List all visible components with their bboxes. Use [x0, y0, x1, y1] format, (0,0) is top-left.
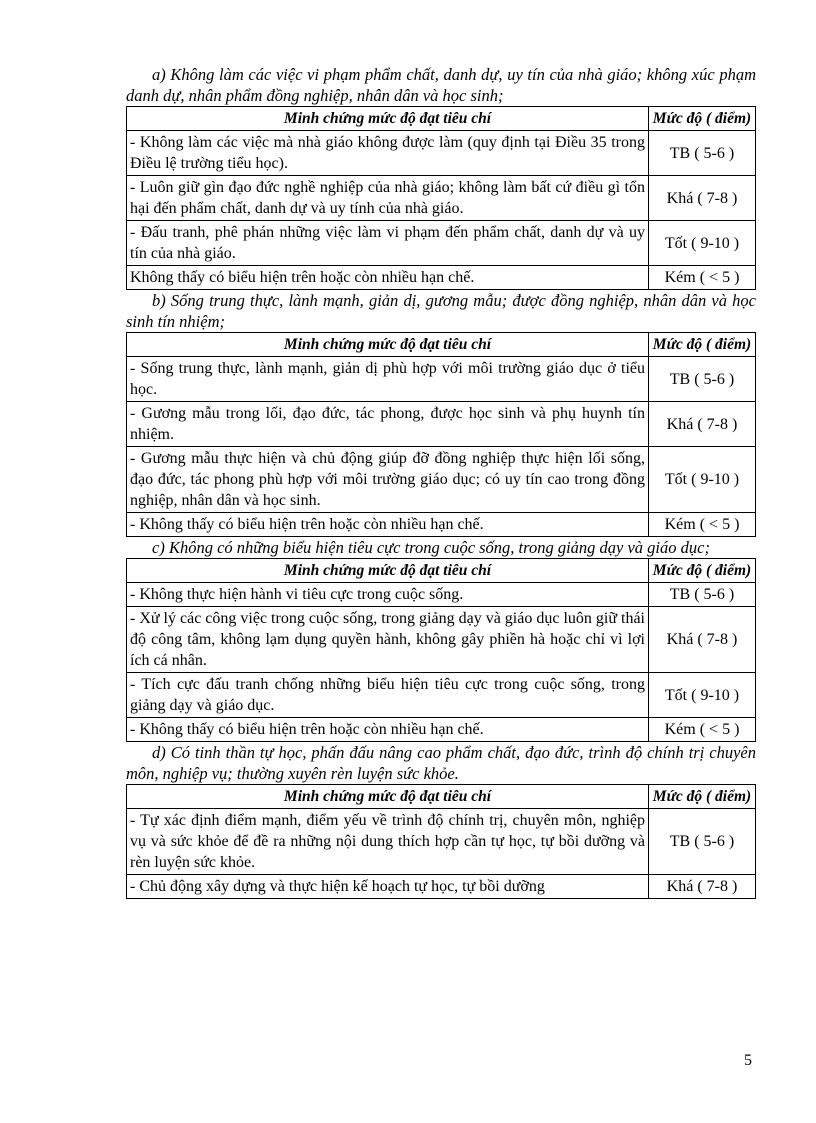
table-row — [127, 875, 756, 899]
row-level: Khá ( 7-8 ) — [649, 176, 756, 221]
section-b-intro: b) Sống trung thực, lành mạnh, giản dị, gương mẫu; được đồng nghiệp, nhân dân và học sinh tín nhiệm; — [126, 291, 756, 331]
row-text: - Sống trung thực, lành mạnh, giản dị phù hợp với môi trường giáo dục ở tiểu học. — [127, 357, 649, 402]
table-row — [127, 221, 756, 266]
section-c-intro: c) Không có những biểu hiện tiêu cực trong cuộc sống, trong giảng dạy và giáo dục; — [152, 538, 710, 557]
row-level: Kém ( < 5 ) — [649, 513, 756, 537]
row-text: - Tích cực đấu tranh chống những biểu hiện tiêu cực trong cuộc sống, trong giảng dạy và giáo dục. — [127, 673, 649, 718]
row-level: Tốt ( 9-10 ) — [649, 221, 756, 266]
row-text: - Chủ động xây dựng và thực hiện kế hoạch tự học, tự bồi dưỡng — [127, 875, 649, 899]
section-d-intro: d) Có tinh thần tự học, phấn đấu nâng cao phẩm chất, đạo đức, trình độ chính trị chuyên môn, nghiệp vụ; thường xuyên rèn luyện sức khỏe. — [126, 743, 756, 783]
table-header-row — [127, 333, 756, 357]
row-level: Kém ( < 5 ) — [649, 718, 756, 742]
header-level: Mức độ ( điểm) — [649, 107, 756, 131]
criteria-table-a — [126, 106, 756, 290]
row-text: - Không thấy có biểu hiện trên hoặc còn nhiều hạn chế. — [127, 718, 649, 742]
table-row — [127, 357, 756, 402]
row-text: - Xử lý các công việc trong cuộc sống, trong giảng dạy và giáo dục luôn giữ thái độ công tâm, không lạm dụng quyền hành, không gây phiền hà hoặc chỉ vì lợi ích cá nhân. — [127, 607, 649, 673]
section-a-intro: a) Không làm các việc vi phạm phẩm chất, danh dự, uy tín của nhà giáo; không xúc phạm danh dự, nhân phẩm đồng nghiệp, nhân dân và học sinh; — [126, 65, 756, 105]
table-row — [127, 131, 756, 176]
header-evidence: Minh chứng mức độ đạt tiêu chí — [127, 559, 649, 583]
row-level: Tốt ( 9-10 ) — [649, 447, 756, 513]
header-evidence: Minh chứng mức độ đạt tiêu chí — [127, 107, 649, 131]
row-level: Khá ( 7-8 ) — [649, 607, 756, 673]
row-text: - Không làm các việc mà nhà giáo không được làm (quy định tại Điều 35 trong Điều lệ trường tiểu học). — [127, 131, 649, 176]
table-header-row — [127, 785, 756, 809]
table-row — [127, 673, 756, 718]
table-row — [127, 402, 756, 447]
row-level: TB ( 5-6 ) — [649, 357, 756, 402]
row-text: - Luôn giữ gìn đạo đức nghề nghiệp của nhà giáo; không làm bất cứ điều gì tổn hại đến phẩm chất, danh dự và uy tính của nhà giáo. — [127, 176, 649, 221]
criteria-table-b — [126, 332, 756, 537]
header-level: Mức độ ( điểm) — [649, 333, 756, 357]
table-header-row — [127, 107, 756, 131]
row-level: Tốt ( 9-10 ) — [649, 673, 756, 718]
table-row — [127, 583, 756, 607]
header-level: Mức độ ( điểm) — [649, 785, 756, 809]
row-text: Không thấy có biểu hiện trên hoặc còn nhiều hạn chế. — [127, 266, 649, 290]
row-level: TB ( 5-6 ) — [649, 131, 756, 176]
row-level: TB ( 5-6 ) — [649, 583, 756, 607]
row-text: - Không thực hiện hành vi tiêu cực trong cuộc sống. — [127, 583, 649, 607]
criteria-table-c — [126, 558, 756, 742]
table-row — [127, 447, 756, 513]
table-header-row — [127, 559, 756, 583]
table-row — [127, 718, 756, 742]
row-level: Kém ( < 5 ) — [649, 266, 756, 290]
row-text: - Không thấy có biểu hiện trên hoặc còn nhiều hạn chế. — [127, 513, 649, 537]
row-level: TB ( 5-6 ) — [649, 809, 756, 875]
table-row — [127, 513, 756, 537]
table-row — [127, 266, 756, 290]
row-text: - Tự xác định điểm mạnh, điểm yếu về trình độ chính trị, chuyên môn, nghiệp vụ và sức khỏe để đề ra những nội dung thích hợp cần tự học, tự bồi dưỡng và rèn luyện sức khỏe. — [127, 809, 649, 875]
row-text: - Đấu tranh, phê phán những việc làm vi phạm đến phẩm chất, danh dự và uy tín của nhà giáo. — [127, 221, 649, 266]
header-evidence: Minh chứng mức độ đạt tiêu chí — [127, 785, 649, 809]
row-level: Khá ( 7-8 ) — [649, 402, 756, 447]
header-level: Mức độ ( điểm) — [649, 559, 756, 583]
criteria-table-d — [126, 784, 756, 899]
document-page — [126, 64, 756, 899]
row-level: Khá ( 7-8 ) — [649, 875, 756, 899]
page-number: 5 — [744, 1052, 752, 1069]
header-evidence: Minh chứng mức độ đạt tiêu chí — [127, 333, 649, 357]
table-row — [127, 176, 756, 221]
table-row — [127, 607, 756, 673]
table-row — [127, 809, 756, 875]
row-text: - Gương mẫu thực hiện và chủ động giúp đỡ đồng nghiệp thực hiện lối sống, đạo đức, tác phong phù hợp với môi trường giáo dục; có uy tín cao trong đồng nghiệp, nhân dân và học sinh. — [127, 447, 649, 513]
row-text: - Gương mẫu trong lối, đạo đức, tác phong, được học sinh và phụ huynh tín nhiệm. — [127, 402, 649, 447]
